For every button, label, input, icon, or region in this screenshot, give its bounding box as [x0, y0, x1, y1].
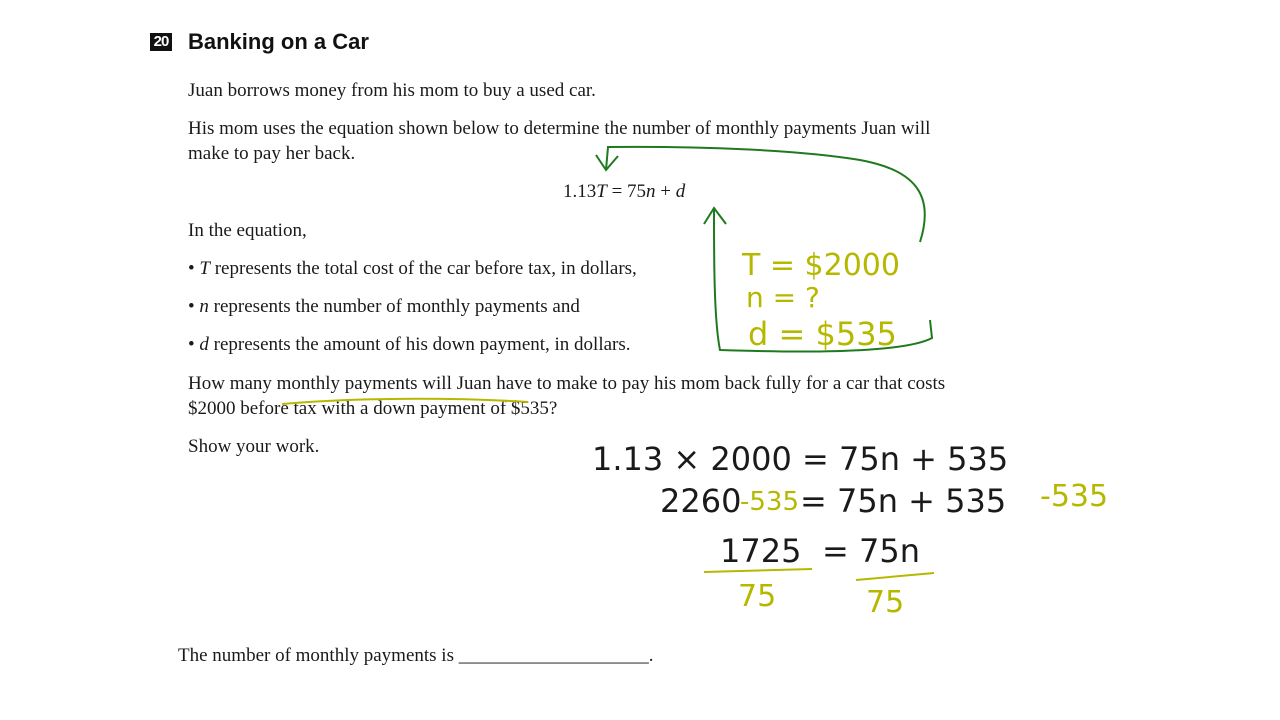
hw-step2-2260: 2260: [660, 482, 742, 520]
equation-var-d: d: [675, 181, 686, 202]
hw-t-value: T = $2000: [742, 248, 900, 283]
bullet-n-symbol: n: [199, 296, 209, 317]
hw-step1: 1.13 × 2000 = 75n + 535: [592, 440, 1009, 478]
show-work-label: Show your work.: [188, 436, 320, 457]
in-equation-label: In the equation,: [188, 220, 307, 241]
equation: [563, 179, 685, 205]
equation-intro-line2: make to pay her back.: [188, 143, 356, 164]
hw-d-value: d = $535: [748, 315, 897, 353]
hw-fraction-bar-right: [856, 573, 934, 580]
prompt-line1: How many monthly payments will Juan have to make to pay his mom back fully for a car that costs: [188, 373, 946, 394]
answer-line: The number of monthly payments is ____________________.: [178, 645, 654, 666]
hw-step2-minus535-left: -535: [740, 487, 800, 517]
bullet-t: • T represents the total cost of the car before tax, in dollars,: [188, 258, 637, 279]
question-title: Banking on a Car: [188, 29, 369, 54]
hw-step3-1725: 1725: [720, 532, 802, 570]
hw-denominator-right: 75: [866, 585, 905, 620]
bullet-d: • d represents the amount of his down payment, in dollars.: [188, 334, 631, 355]
hw-step2-minus535-right: -535: [1040, 479, 1109, 514]
bullet-t-symbol: T: [199, 258, 210, 279]
green-arrow-d-path: [714, 210, 932, 352]
hw-denominator-left: 75: [738, 579, 777, 614]
equation-var-n: n: [646, 181, 656, 202]
bullet-d-symbol: d: [199, 334, 209, 355]
bullet-n: • n represents the number of monthly payments and: [188, 296, 580, 317]
equation-intro-line1: His mom uses the equation shown below to determine the number of monthly payments Juan will: [188, 118, 931, 139]
equation-mid: = 75: [606, 181, 647, 202]
equation-plus: +: [655, 181, 676, 202]
green-arrow-head-d: [704, 208, 726, 224]
green-arrow-head-top: [596, 155, 618, 170]
prompt-line2: $2000 before tax with a down payment of $535?: [188, 398, 558, 419]
hw-n-value: n = ?: [746, 281, 820, 314]
hw-step2-right: = 75n + 535: [800, 482, 1007, 520]
bullet-d-text: represents the amount of his down payment, in dollars.: [208, 334, 631, 355]
hw-fraction-bar-left: [704, 569, 812, 572]
bullet-n-text: represents the number of monthly payments and: [208, 296, 580, 317]
hw-step3-75n: = 75n: [822, 532, 920, 570]
equation-coefficient: 1.13: [563, 181, 597, 202]
intro-text: Juan borrows money from his mom to buy a used car.: [188, 80, 596, 101]
equation-var-t: T: [596, 181, 607, 202]
question-number-badge: 20: [150, 33, 172, 51]
bullet-t-text: represents the total cost of the car before tax, in dollars,: [209, 258, 637, 279]
